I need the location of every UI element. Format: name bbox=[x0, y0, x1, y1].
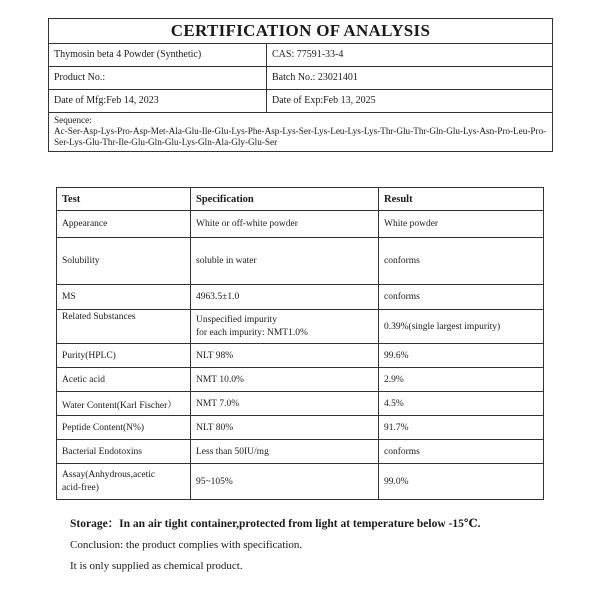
table-row bbox=[57, 416, 544, 440]
test-cell: Peptide Content(N%) bbox=[57, 416, 191, 440]
result-cell: 99.0% bbox=[379, 464, 544, 500]
document-title: CERTIFICATION OF ANALYSIS bbox=[49, 19, 552, 44]
spec-cell: 95~105% bbox=[191, 464, 379, 500]
table-row bbox=[57, 464, 544, 500]
spec-cell: 4963.5±1.0 bbox=[191, 285, 379, 310]
product-number: Product No.: bbox=[49, 67, 267, 89]
cas-number: CAS: 77591-33-4 bbox=[272, 49, 344, 60]
table-row bbox=[57, 211, 544, 238]
test-cell: Related Substances bbox=[57, 310, 191, 344]
column-header-specification: Specification bbox=[191, 188, 379, 211]
spec-cell: White or off-white powder bbox=[191, 211, 379, 238]
result-cell: White powder bbox=[379, 211, 544, 238]
table-row bbox=[57, 238, 544, 285]
table-row bbox=[57, 440, 544, 464]
test-line: Assay(Anhydrous,acetic bbox=[62, 469, 156, 480]
sequence-label: Sequence: bbox=[54, 115, 92, 125]
result-cell: 99.6% bbox=[379, 344, 544, 368]
supply-statement: It is only supplied as chemical product. bbox=[70, 560, 243, 572]
spec-cell: Less than 50IU/mg bbox=[191, 440, 379, 464]
analysis-table bbox=[56, 187, 544, 500]
column-header-test: Test bbox=[57, 188, 191, 211]
certificate-header bbox=[48, 18, 553, 152]
test-cell bbox=[57, 464, 191, 500]
result-cell: 2.9% bbox=[379, 368, 544, 392]
result-cell: 4.5% bbox=[379, 392, 544, 416]
test-cell: Appearance bbox=[57, 211, 191, 238]
header-row-dates bbox=[49, 90, 552, 113]
table-row bbox=[57, 392, 544, 416]
test-cell: Purity(HPLC) bbox=[57, 344, 191, 368]
sequence-value: Ac-Ser-Asp-Lys-Pro-Asp-Met-Ala-Glu-Ile-Glu-Lys-Phe-Asp-Lys-Ser-Lys-Leu-Lys-Lys-Thr-Glu-Thr-Gln-Glu-Lys-Asn-Pro-Leu-Pro-Ser-Lys-Glu-Thr-Ile-Glu-Gln-Glu-Lys-Gln-Ala-Gly-Glu-Ser bbox=[54, 126, 547, 147]
spec-cell: NMT 10.0% bbox=[191, 368, 379, 392]
manufacture-date: Date of Mfg:Feb 14, 2023 bbox=[49, 90, 267, 112]
conclusion-statement: Conclusion: the product complies with specification. bbox=[70, 539, 303, 551]
spec-cell: NLT 98% bbox=[191, 344, 379, 368]
table-row bbox=[57, 368, 544, 392]
table-row bbox=[57, 344, 544, 368]
spec-line: Unspecified impurity bbox=[196, 314, 277, 325]
result-cell: 0.39%(single largest impurity) bbox=[379, 310, 544, 344]
header-row-numbers bbox=[49, 67, 552, 90]
spec-cell: NLT 80% bbox=[191, 416, 379, 440]
spec-cell: NMT 7.0% bbox=[191, 392, 379, 416]
spec-cell: soluble in water bbox=[191, 238, 379, 285]
expiry-date: Date of Exp:Feb 13, 2025 bbox=[272, 95, 376, 106]
spec-line: for each impurity: NMT1.0% bbox=[196, 327, 308, 338]
table-row bbox=[57, 285, 544, 310]
storage-statement: Storage：In an air tight container,protected from light at temperature below -15℃. bbox=[70, 518, 481, 530]
test-cell: MS bbox=[57, 285, 191, 310]
header-row-product bbox=[49, 44, 552, 67]
result-cell: conforms bbox=[379, 285, 544, 310]
product-name: Thymosin beta 4 Powder (Synthetic) bbox=[49, 44, 267, 66]
result-cell: conforms bbox=[379, 238, 544, 285]
column-header-result: Result bbox=[379, 188, 544, 211]
result-cell: conforms bbox=[379, 440, 544, 464]
test-cell: Solubility bbox=[57, 238, 191, 285]
table-header-row bbox=[57, 188, 544, 211]
spec-cell bbox=[191, 310, 379, 344]
result-cell: 91.7% bbox=[379, 416, 544, 440]
test-cell: Water Content(Karl Fischer） bbox=[57, 392, 191, 416]
sequence-block bbox=[49, 113, 552, 151]
batch-number: Batch No.: 23021401 bbox=[272, 72, 358, 83]
test-cell: Acetic acid bbox=[57, 368, 191, 392]
table-row bbox=[57, 310, 544, 344]
test-cell: Bacterial Endotoxins bbox=[57, 440, 191, 464]
test-line: acid-free) bbox=[62, 482, 99, 493]
